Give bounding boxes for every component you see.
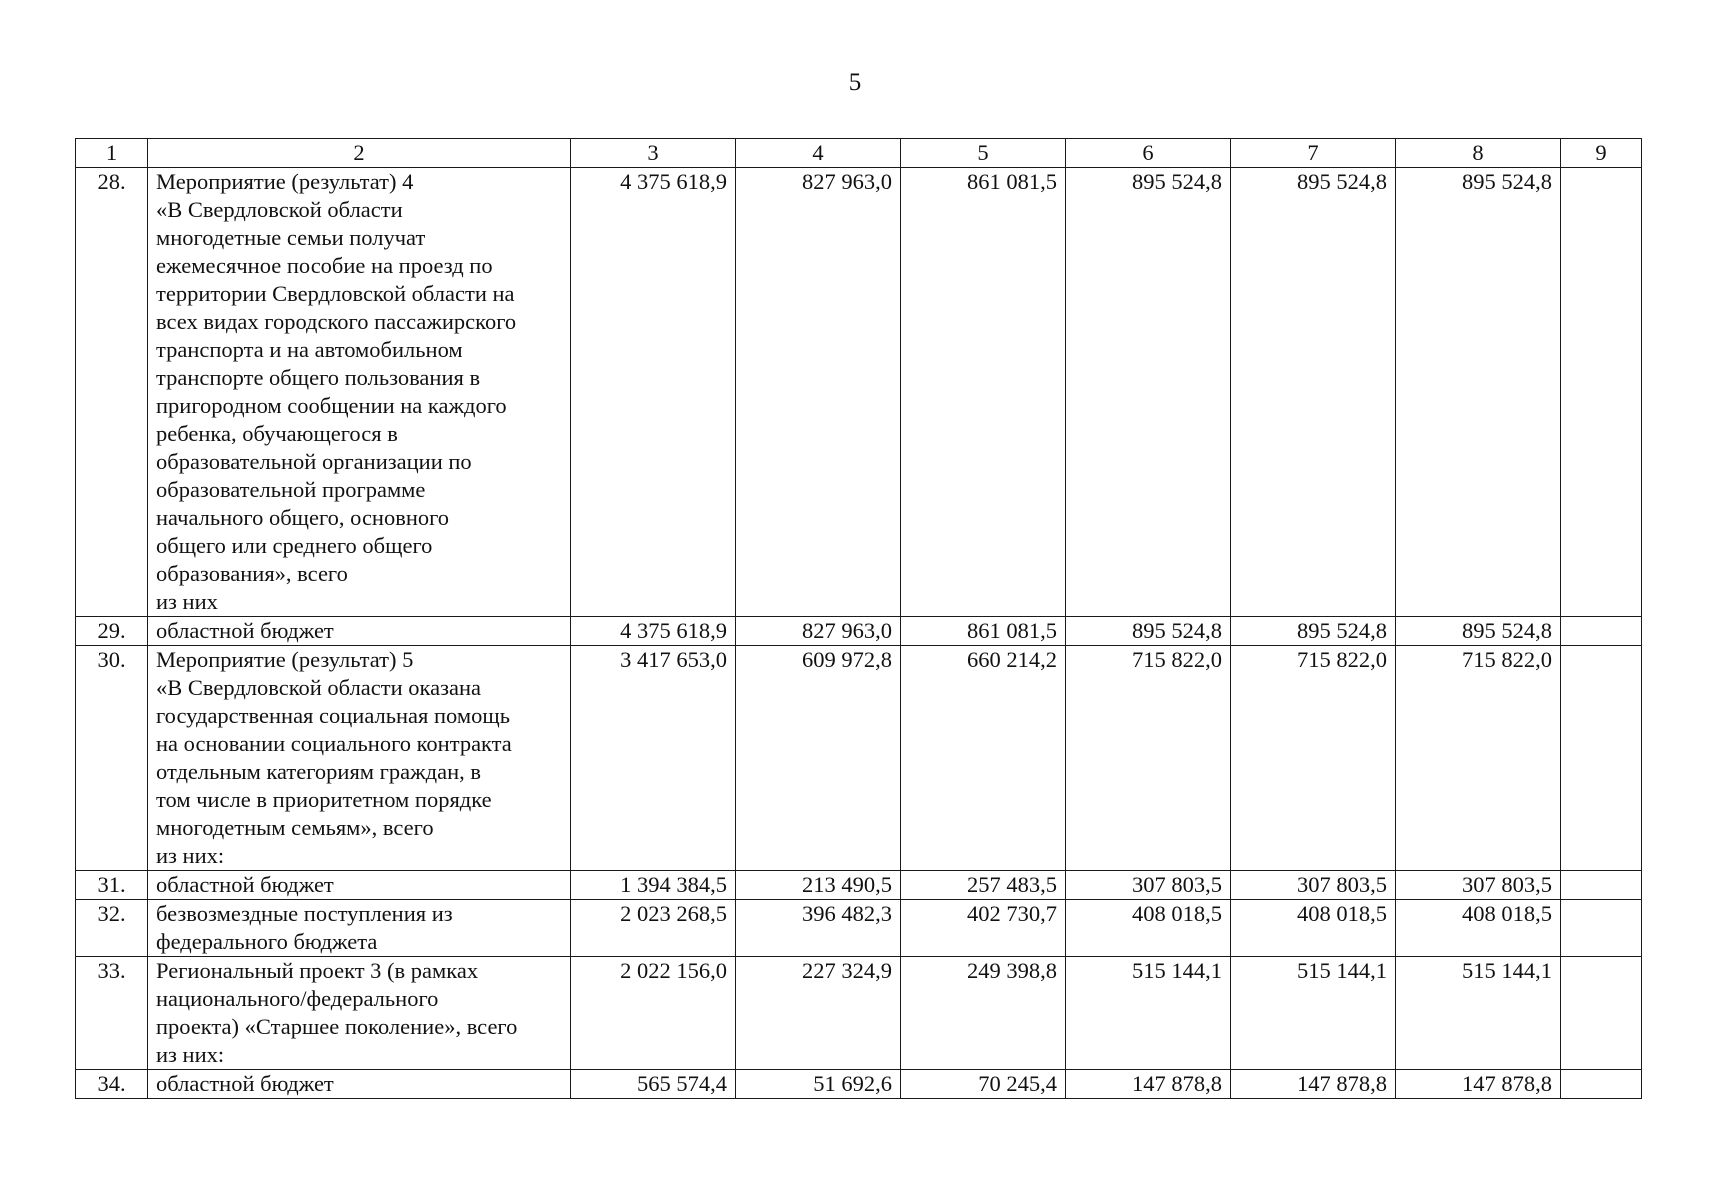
row-number: 33.	[76, 957, 148, 1070]
value-cell: 895 524,8	[1396, 617, 1561, 646]
value-cell: 51 692,6	[736, 1070, 901, 1099]
value-cell: 408 018,5	[1231, 900, 1396, 957]
value-cell: 257 483,5	[901, 871, 1066, 900]
value-cell	[1561, 646, 1642, 871]
header-row	[76, 139, 1642, 168]
value-cell: 2 022 156,0	[571, 957, 736, 1070]
value-cell	[1561, 871, 1642, 900]
value-cell: 3 417 653,0	[571, 646, 736, 871]
row-number: 32.	[76, 900, 148, 957]
row-description: Региональный проект 3 (в рамках национального/федерального проекта) «Старшее поколение», всего из них:	[148, 957, 571, 1070]
row-description: безвозмездные поступления из федерального бюджета	[148, 900, 571, 957]
value-cell: 827 963,0	[736, 617, 901, 646]
table-row	[76, 168, 1642, 617]
column-header: 4	[736, 139, 901, 168]
column-header: 9	[1561, 139, 1642, 168]
value-cell: 227 324,9	[736, 957, 901, 1070]
value-cell: 515 144,1	[1066, 957, 1231, 1070]
value-cell: 307 803,5	[1396, 871, 1561, 900]
row-description: областной бюджет	[148, 871, 571, 900]
value-cell: 660 214,2	[901, 646, 1066, 871]
value-cell: 715 822,0	[1231, 646, 1396, 871]
value-cell: 861 081,5	[901, 617, 1066, 646]
value-cell	[1561, 957, 1642, 1070]
table-row	[76, 957, 1642, 1070]
value-cell: 147 878,8	[1231, 1070, 1396, 1099]
row-description: Мероприятие (результат) 4 «В Свердловской области многодетные семьи получат ежемесячное пособие на проезд по территории Свердловской области на всех видах городского пассажирского транспорта и на автомобильном транспорте общего пользования в пригородном сообщении на каждого ребенка, обучающегося в образовательной организации по образовательной программе начального общего, основного общего или среднего общего образования», всего из них	[148, 168, 571, 617]
value-cell: 2 023 268,5	[571, 900, 736, 957]
value-cell: 827 963,0	[736, 168, 901, 617]
value-cell: 307 803,5	[1066, 871, 1231, 900]
budget-table	[75, 138, 1642, 1099]
value-cell: 895 524,8	[1231, 168, 1396, 617]
column-header: 7	[1231, 139, 1396, 168]
value-cell: 515 144,1	[1231, 957, 1396, 1070]
row-number: 34.	[76, 1070, 148, 1099]
value-cell: 4 375 618,9	[571, 168, 736, 617]
value-cell: 1 394 384,5	[571, 871, 736, 900]
value-cell: 408 018,5	[1066, 900, 1231, 957]
column-header: 2	[148, 139, 571, 168]
value-cell	[1561, 1070, 1642, 1099]
value-cell	[1561, 617, 1642, 646]
value-cell: 307 803,5	[1231, 871, 1396, 900]
column-header: 8	[1396, 139, 1561, 168]
row-description: Мероприятие (результат) 5 «В Свердловской области оказана государственная социальная помощь на основании социального контракта отдельным категориям граждан, в том числе в приоритетном порядке многодетным семьям», всего из них:	[148, 646, 571, 871]
table-row	[76, 1070, 1642, 1099]
column-header: 3	[571, 139, 736, 168]
column-header: 1	[76, 139, 148, 168]
value-cell	[1561, 900, 1642, 957]
column-header: 5	[901, 139, 1066, 168]
row-description: областной бюджет	[148, 617, 571, 646]
value-cell: 715 822,0	[1396, 646, 1561, 871]
table-row	[76, 871, 1642, 900]
value-cell: 147 878,8	[1066, 1070, 1231, 1099]
row-number: 28.	[76, 168, 148, 617]
value-cell: 402 730,7	[901, 900, 1066, 957]
value-cell: 515 144,1	[1396, 957, 1561, 1070]
value-cell: 147 878,8	[1396, 1070, 1561, 1099]
value-cell: 895 524,8	[1396, 168, 1561, 617]
table-row	[76, 900, 1642, 957]
value-cell: 4 375 618,9	[571, 617, 736, 646]
table-row	[76, 617, 1642, 646]
value-cell: 895 524,8	[1066, 617, 1231, 646]
value-cell: 895 524,8	[1231, 617, 1396, 646]
column-header: 6	[1066, 139, 1231, 168]
page-number: 5	[848, 69, 862, 96]
value-cell: 249 398,8	[901, 957, 1066, 1070]
row-description: областной бюджет	[148, 1070, 571, 1099]
table-row	[76, 646, 1642, 871]
value-cell: 609 972,8	[736, 646, 901, 871]
value-cell: 408 018,5	[1396, 900, 1561, 957]
row-number: 30.	[76, 646, 148, 871]
value-cell: 895 524,8	[1066, 168, 1231, 617]
row-number: 29.	[76, 617, 148, 646]
value-cell: 396 482,3	[736, 900, 901, 957]
value-cell: 70 245,4	[901, 1070, 1066, 1099]
value-cell: 565 574,4	[571, 1070, 736, 1099]
value-cell: 715 822,0	[1066, 646, 1231, 871]
value-cell: 861 081,5	[901, 168, 1066, 617]
value-cell: 213 490,5	[736, 871, 901, 900]
row-number: 31.	[76, 871, 148, 900]
value-cell	[1561, 168, 1642, 617]
